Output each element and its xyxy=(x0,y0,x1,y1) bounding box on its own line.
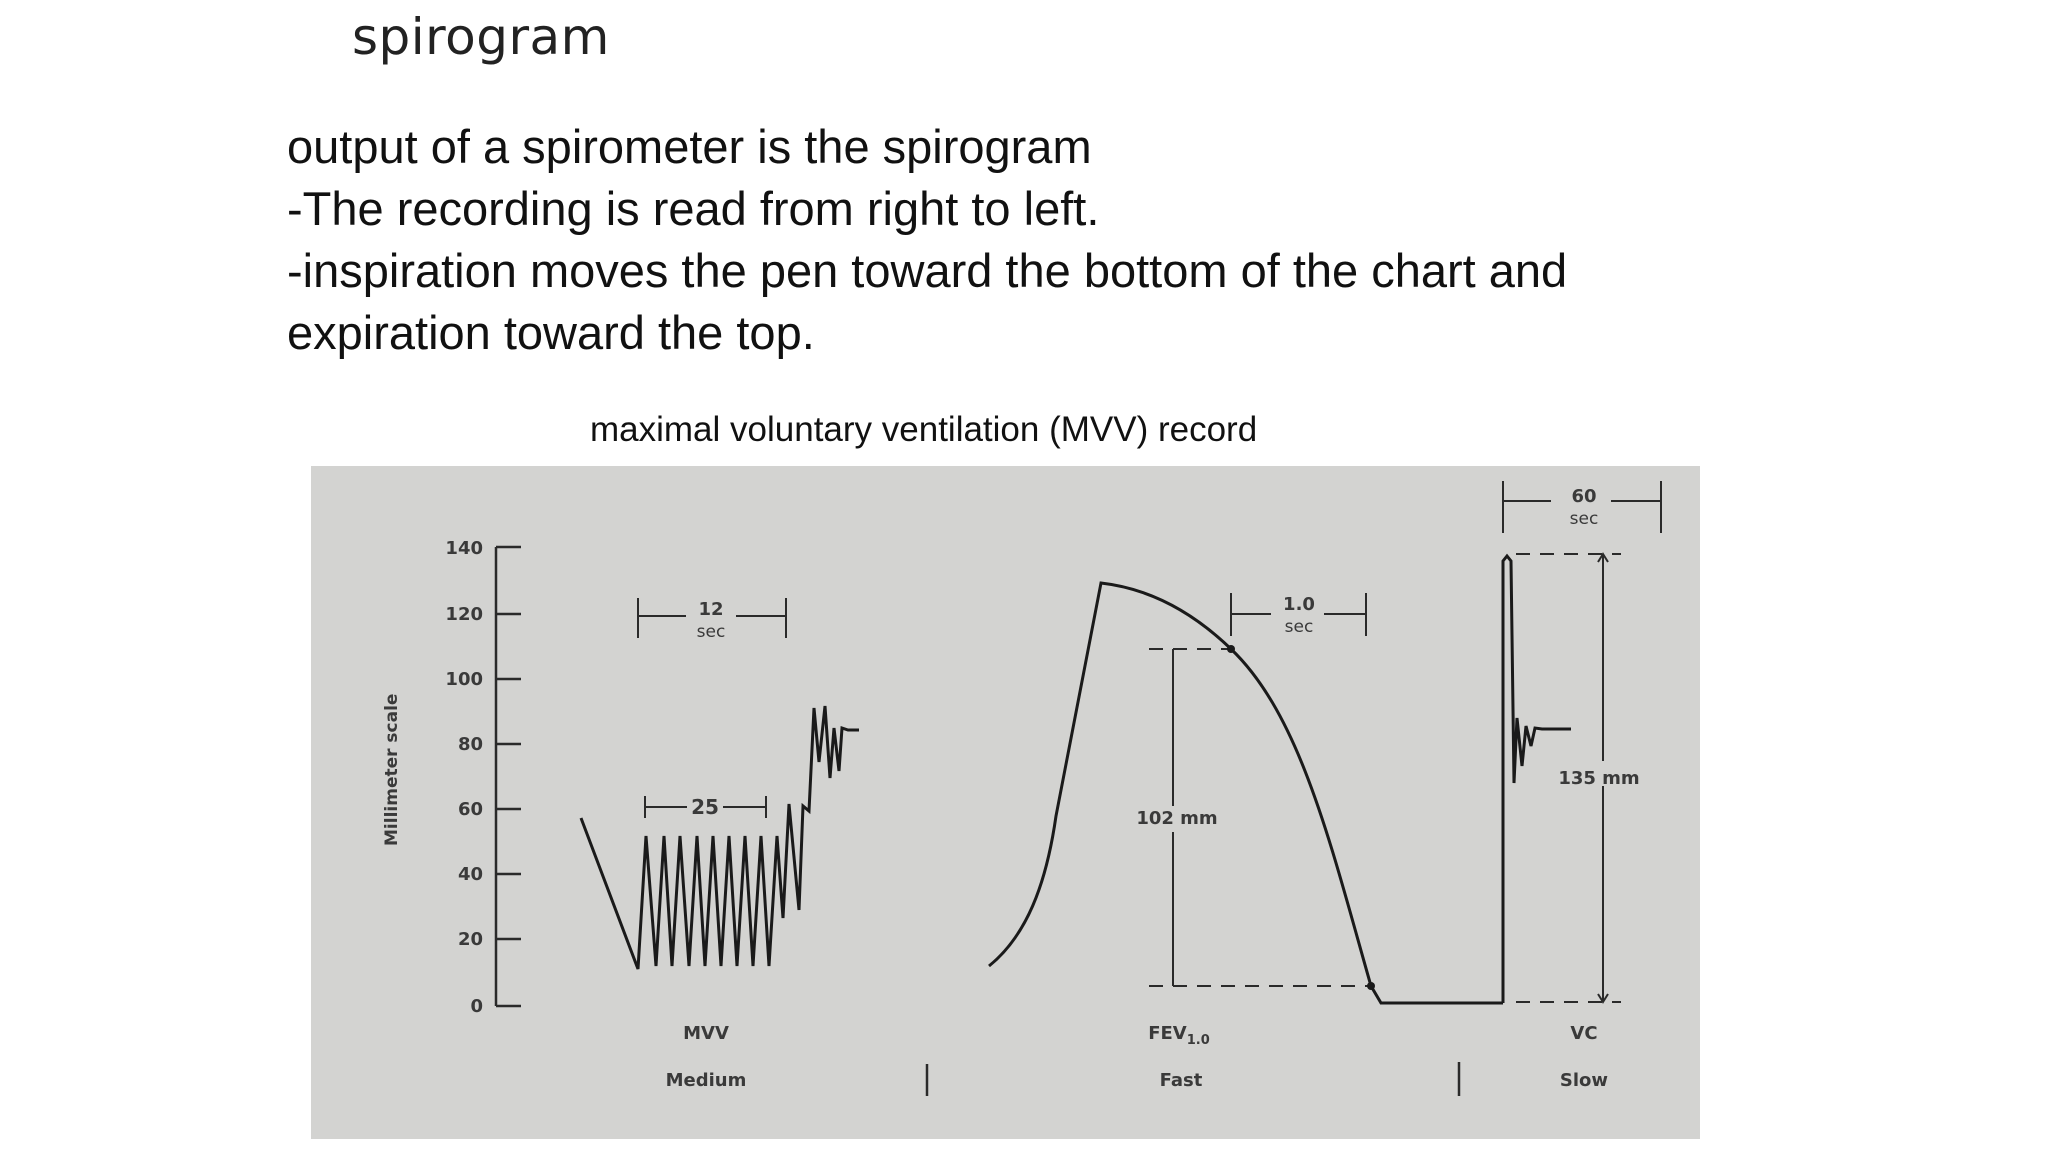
vc-height-label: 135 mm xyxy=(1558,768,1640,789)
mvv-interval-value: 12 xyxy=(698,599,724,620)
y-axis xyxy=(496,547,521,1006)
fev-name-sub: 1.0 xyxy=(1186,1033,1210,1048)
y-tick-label: 100 xyxy=(445,669,483,690)
body-text xyxy=(287,116,1727,364)
mvv-trace xyxy=(581,706,859,969)
body-line-4: expiration toward the top. xyxy=(287,306,815,359)
y-tick-label: 20 xyxy=(457,929,483,950)
mvv-count-label: 25 xyxy=(691,795,719,819)
mvv-interval-unit: sec xyxy=(696,622,726,642)
mvv-name: MVV xyxy=(683,1023,729,1044)
fev-point xyxy=(1367,982,1375,990)
fev-trace xyxy=(989,583,1503,1003)
fev-speed: Fast xyxy=(1159,1070,1203,1091)
spirogram-diagram xyxy=(311,466,1700,1139)
slide-title: spirogram xyxy=(352,8,610,66)
y-tick-label: 80 xyxy=(457,734,483,755)
body-line-1: output of a spirometer is the spirogram xyxy=(287,120,1092,173)
fev-interval-value: 1.0 xyxy=(1283,594,1315,615)
fev-height-label: 102 mm xyxy=(1136,808,1218,829)
y-tick-label: 0 xyxy=(470,996,483,1017)
y-tick-label: 140 xyxy=(445,538,483,559)
vc-name: VC xyxy=(1570,1023,1598,1044)
fev-name xyxy=(1148,1023,1210,1048)
fev-point xyxy=(1227,645,1235,653)
y-tick-label: 60 xyxy=(457,799,483,820)
y-axis-label: Millimeter scale xyxy=(382,693,402,846)
y-tick-label: 40 xyxy=(457,864,483,885)
body-line-2: -The recording is read from right to left. xyxy=(287,182,1100,235)
vc-interval-value: 60 xyxy=(1571,486,1597,507)
fev-interval-unit: sec xyxy=(1284,617,1314,637)
mvv-speed: Medium xyxy=(665,1070,747,1091)
vc-speed: Slow xyxy=(1559,1070,1609,1091)
fev-name-main: FEV xyxy=(1148,1023,1187,1044)
vc-interval-unit: sec xyxy=(1569,509,1599,529)
body-line-3: -inspiration moves the pen toward the bottom of the chart and xyxy=(287,244,1568,297)
figure-caption: maximal voluntary ventilation (MVV) record xyxy=(590,410,1258,449)
y-tick-label: 120 xyxy=(445,604,483,625)
spirogram-figure xyxy=(311,466,1700,1139)
